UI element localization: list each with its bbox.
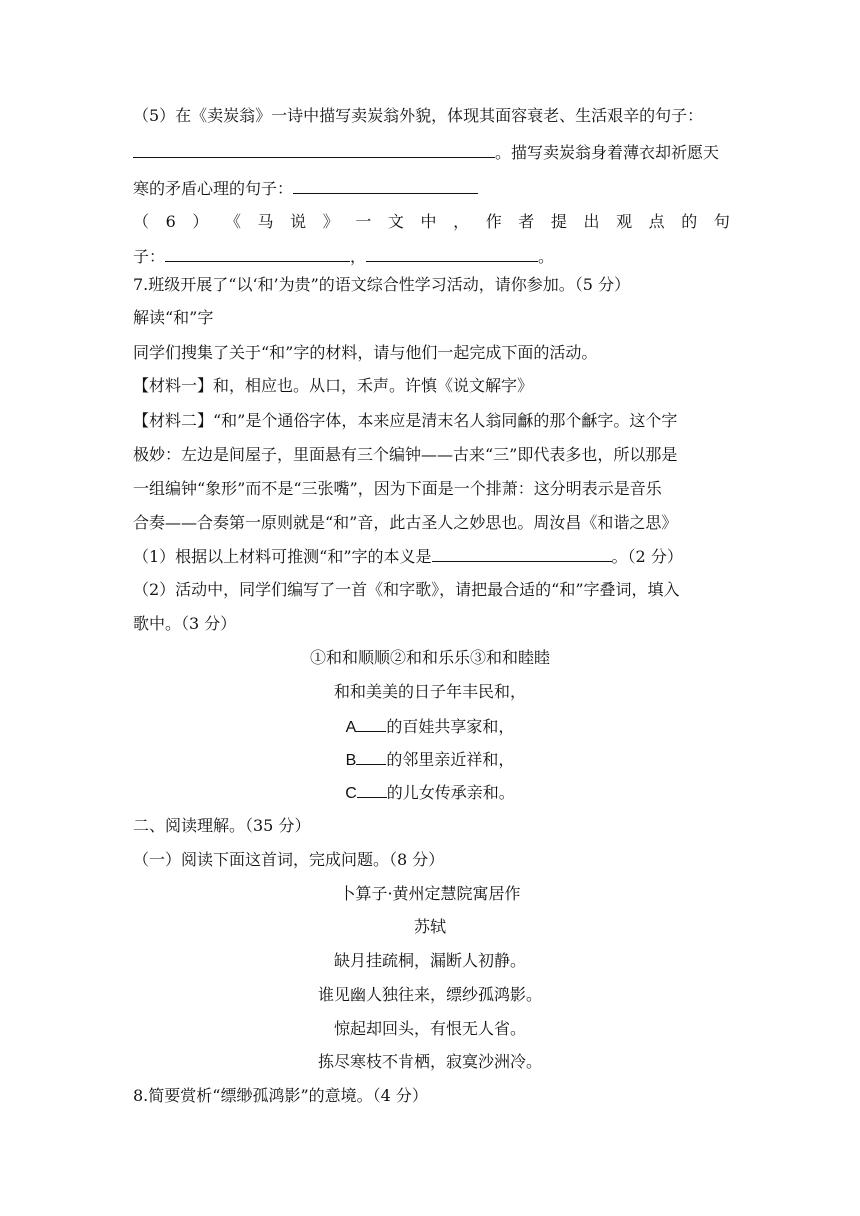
song-prefix: C — [345, 785, 357, 802]
q6-5-line2-text: 。描写卖炭翁身着薄衣却祈愿天 — [495, 143, 720, 162]
q7-title: 7.班级开展了“以‘和’为贵”的语文综合性学习活动，请你参加。（5 分） — [133, 275, 631, 294]
q6-6-char: 作 — [485, 212, 502, 231]
q7-sub1-end: 。（2 分） — [611, 547, 683, 566]
song-line: 和和美美的日子年丰民和， — [333, 682, 526, 701]
q7-sub1 — [133, 545, 683, 567]
poem-title: 卜算子·黄州定慧院寓居作 — [339, 884, 521, 903]
poem-line: 谁见幽人独往来，缥纱孤鸿影。 — [317, 985, 542, 1004]
q6-6-sep: ， — [350, 247, 367, 266]
answer-blank[interactable] — [293, 177, 478, 194]
material-two-line: 合奏——合奏第一原则就是“和”音，此古圣人之妙思也。周汝昌《和谐之思》 — [133, 513, 678, 532]
q6-5-line3 — [133, 177, 478, 199]
q6-6-char: 一 — [355, 212, 372, 231]
answer-blank[interactable] — [356, 748, 386, 765]
song-line-a — [0, 715, 860, 737]
song-line-b — [0, 748, 860, 770]
song-text: 的儿女传承亲和。 — [386, 783, 515, 802]
answer-blank[interactable] — [165, 245, 350, 262]
section1-heading: （一）阅读下面这首词，完成问题。（8 分） — [133, 850, 445, 869]
q6-6-char: 点 — [648, 212, 665, 231]
song-line-c — [0, 781, 860, 803]
q6-6-char: 提 — [550, 212, 567, 231]
q6-5-line1: （5）在《卖炭翁》一诗中描写卖炭翁外貌，体现其面容衰老、生活艰辛的句子： — [133, 106, 704, 125]
q7-sub2-line2: 歌中。（3 分） — [133, 614, 237, 633]
q7-sub2-line1: （2）活动中，同学们编写了一首《和字歌》，请把最合适的“和”字叠词，填入 — [133, 580, 680, 599]
q6-6-char: 文 — [387, 212, 404, 231]
q7-sub1-text: （1）根据以上材料可推测“和”字的本义是 — [133, 547, 432, 566]
q6-5-line3-text: 寒的矛盾心理的句子： — [133, 179, 294, 198]
q6-6-end: 。 — [538, 247, 555, 266]
material-two-line: 一组编钟“象形”而不是“三张嘴”，因为下面是一个排萧：这分明表示是音乐 — [133, 479, 662, 498]
q6-6-char: 说 — [290, 212, 307, 231]
q7-options: ①和和顺顺②和和乐乐③和和睦睦 — [309, 648, 550, 667]
q6-5-line2 — [133, 141, 719, 163]
q6-6-char: 句 — [713, 212, 730, 231]
q6-6-char: 》 — [322, 212, 339, 231]
q6-6-line2 — [133, 245, 554, 267]
answer-blank[interactable] — [133, 141, 495, 158]
material-two-line: 极妙：左边是间屋子，里面悬有三个编钟——古来“三”即代表多也，所以那是 — [133, 445, 678, 464]
q6-6-line1 — [133, 211, 730, 233]
q7-intro: 同学们搜集了关于“和”字的材料，请与他们一起完成下面的活动。 — [133, 343, 598, 362]
q6-6-char: 的 — [681, 212, 698, 231]
q6-6-char: 出 — [583, 212, 600, 231]
material-one: 【材料一】和，相应也。从口，禾声。许慎《说文解字》 — [133, 376, 534, 395]
answer-blank[interactable] — [366, 245, 538, 262]
poem-line: 拣尽寒枝不肯栖，寂寞沙洲冷。 — [317, 1052, 542, 1071]
q6-6-prefix: 子： — [133, 247, 166, 266]
answer-blank[interactable] — [357, 781, 387, 798]
part2-heading: 二、阅读理解。（35 分） — [133, 816, 311, 835]
answer-blank[interactable] — [356, 715, 386, 732]
song-text: 的百娃共享家和， — [386, 717, 515, 736]
q6-6-char: 者 — [518, 212, 535, 231]
material-two-line: 【材料二】“和”是个通俗字体，本来应是清末名人翁同龢的那个龢字。这个字 — [133, 411, 678, 430]
poem-line: 缺月挂疏桐，漏断人初静。 — [333, 951, 526, 970]
q7-subtitle: 解读“和”字 — [133, 308, 214, 327]
poem-author: 苏轼 — [413, 917, 446, 936]
poem-line: 惊起却回头，有恨无人省。 — [333, 1019, 526, 1038]
answer-blank[interactable] — [432, 545, 612, 562]
song-text: 的邻里亲近祥和， — [386, 750, 515, 769]
q6-6-char: 中 — [420, 212, 437, 231]
q6-6-char: ， — [453, 212, 470, 231]
song-prefix: B — [345, 752, 357, 769]
q6-6-char: （ — [133, 212, 150, 231]
q8: 8.简要赏析“缥缈孤鸿影”的意境。（4 分） — [133, 1086, 428, 1105]
q6-6-char: 观 — [616, 212, 633, 231]
song-prefix: A — [345, 719, 357, 736]
q6-6-char: ） — [192, 212, 209, 231]
q6-6-char: 马 — [257, 212, 274, 231]
q6-6-char: 6 — [165, 212, 176, 231]
q6-6-char: 《 — [224, 212, 241, 231]
